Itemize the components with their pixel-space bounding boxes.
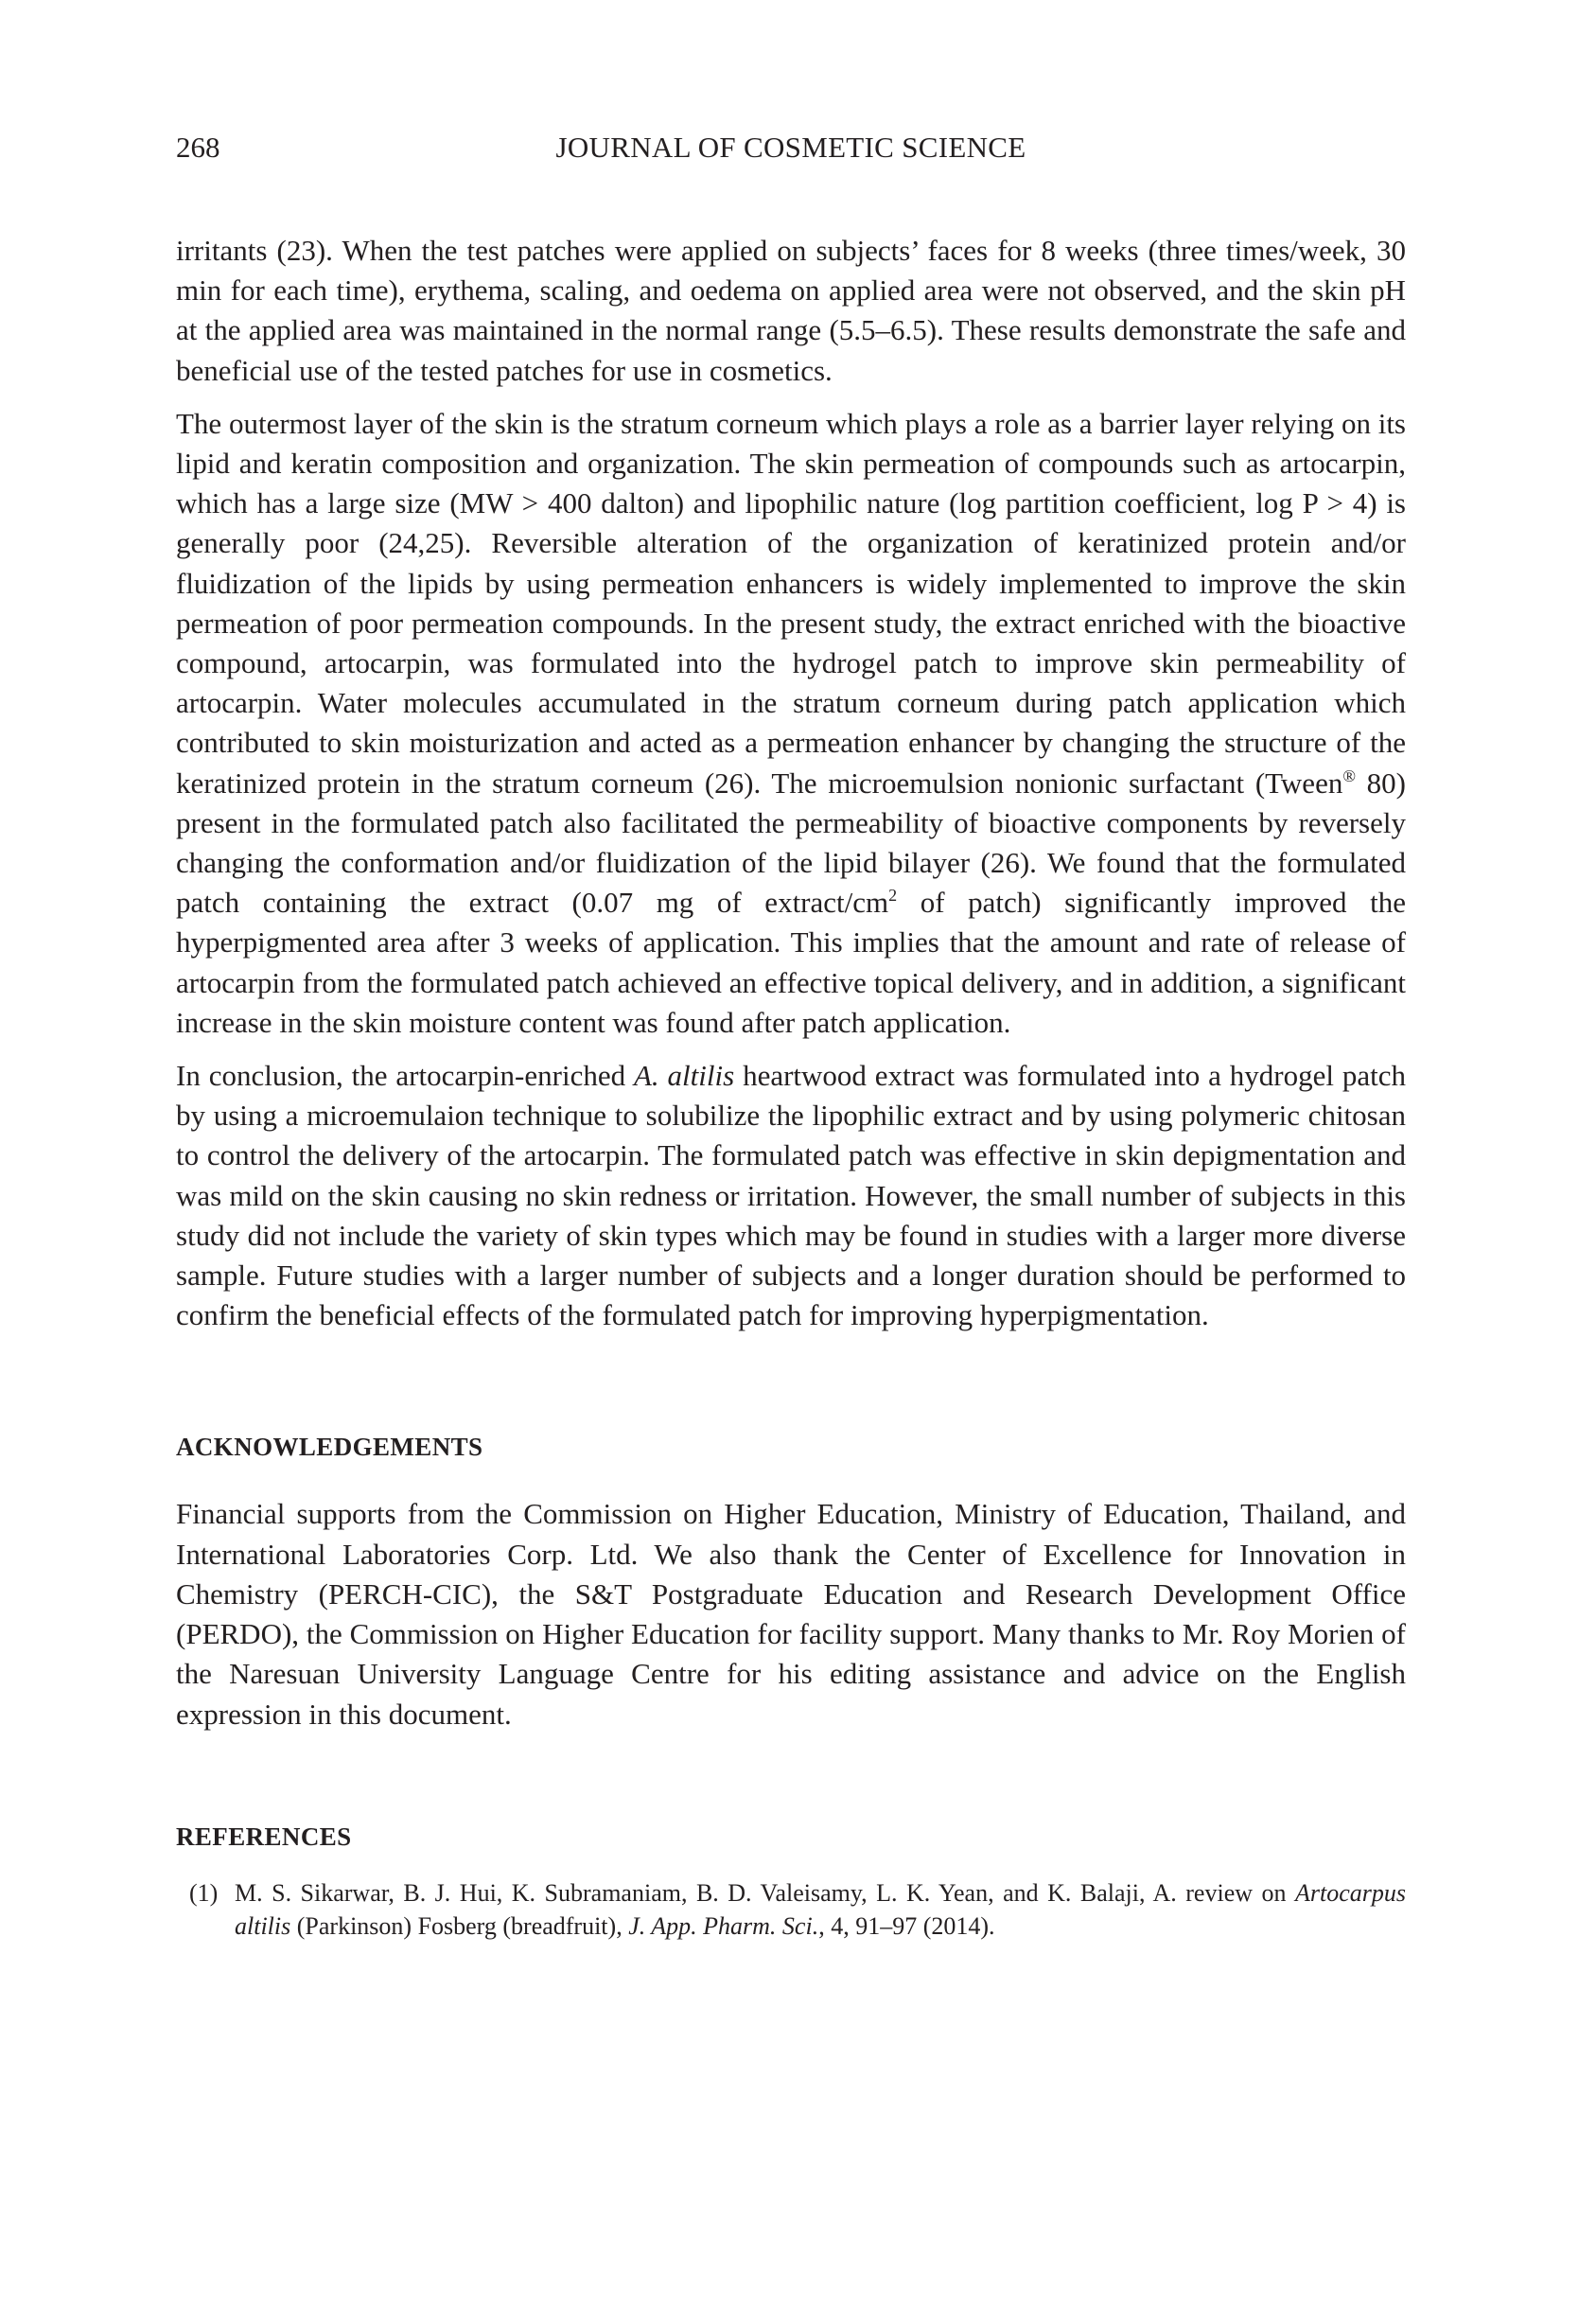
paragraph-text: The outermost layer of the skin is the stratum corneum which plays a role as a barrier layer relying on its lipid and keratin composition and organization. The skin permeation of compounds such as artocarpin, which has a large size (MW > 400 dalton) and lipophilic nature (log partition coefficient, log P > 4) is generally poor (24,25). Reversible alteration of the organization of keratinized protein and/or fluidization of the lipids by using permeation enhancers is widely implemented to improve the skin permeation of poor permeation compounds. In the present study, the extract enriched with the bioactive compound, artocarpin, was formulated into the hydrogel patch to improve skin permeability of artocarpin. Water molecules accumulated in the stratum corneum during patch application which contributed to skin moisturization and acted as a permeation enhancer by changing the structure of the keratinized protein in the stratum corneum (26). The microemulsion nonionic surfactant (Tween bbox=[176, 406, 1406, 800]
running-head bbox=[176, 129, 1406, 167]
reference-journal: J. App. Pharm. Sci. bbox=[628, 1911, 819, 1940]
superscript-squared: 2 bbox=[888, 886, 898, 906]
paragraph-text: 80) present in the formulated patch also facilitated the permeability of bioactive components by reversely changing the conformation and/or fluidization of the lipid bilayer (26). We found that the formulated patch containing the extract (0.07 mg of extract/cm bbox=[176, 766, 1406, 920]
species-name: A. altilis bbox=[633, 1059, 735, 1093]
paragraph-text: of patch) significantly improved the hyperpigmented area after 3 weeks of application. This implies that the amount and rate of release of artocarpin from the formulated patch achieved an effective topical delivery, and in addition, a significant increase in the skin moisture content was found after patch application. bbox=[176, 886, 1406, 1039]
reference-number: (1) bbox=[189, 1878, 219, 1907]
article-body bbox=[176, 231, 1406, 1943]
paragraph-conclusion bbox=[176, 1056, 1406, 1335]
reference-volume-pages: , 4, 91–97 (2014). bbox=[818, 1911, 995, 1940]
paragraph-safety-results: irritants (23). When the test patches were applied on subjects’ faces for 8 weeks (three times/week, 30 min for each time), erythema, scaling, and oedema on applied area were not observed, and the skin pH at the applied area was maintained in the normal range (5.5–6.5). These results demonstrate the safe and beneficial use of the tested patches for use in cosmetics. bbox=[176, 234, 1406, 387]
paragraph-text: In conclusion, the artocarpin-enriched bbox=[176, 1059, 634, 1093]
acknowledgements-text: Financial supports from the Commission on Higher Education, Ministry of Education, Thailand, and International Laboratories Corp. Ltd. We also thank the Center of Excellence for Innovation in Chemistry (PERCH-CIC), the S&T Postgraduate Education and Research Development Office (PERDO), the Commission on Higher Education for facility support. Many thanks to Mr. Roy Morien of the Naresuan University Language Centre for his editing assistance and advice on the English expression in this document. bbox=[176, 1497, 1406, 1731]
journal-title: JOURNAL OF COSMETIC SCIENCE bbox=[555, 131, 1026, 164]
acknowledgements-heading: ACKNOWLEDGEMENTS bbox=[176, 1433, 483, 1462]
paragraph-skin-permeation bbox=[176, 404, 1406, 1043]
references-heading: REFERENCES bbox=[176, 1822, 352, 1851]
reference-text: (Parkinson) Fosberg (breadfruit), bbox=[290, 1911, 629, 1940]
reference-list bbox=[176, 1876, 1406, 1943]
page-number: 268 bbox=[176, 131, 220, 164]
reference-item bbox=[176, 1876, 1406, 1943]
registered-mark: ® bbox=[1342, 766, 1357, 785]
reference-authors: M. S. Sikarwar, B. J. Hui, K. Subramaniam, B. D. Valeisamy, L. K. Yean, and K. Balaji, A. review on bbox=[235, 1878, 1295, 1907]
paragraph-text: heartwood extract was formulated into a hydrogel patch by using a microemulaion technique to solubilize the lipophilic extract and by using polymeric chitosan to control the delivery of the artocarpin. The formulated patch was effective in skin depigmentation and was mild on the skin causing no skin redness or irritation. However, the small number of subjects in this study did not include the variety of skin types which may be found in studies with a larger more diverse sample. Future studies with a larger number of subjects and a longer duration should be performed to confirm the beneficial effects of the formulated patch for improving hyperpigmentation. bbox=[176, 1059, 1406, 1332]
reference-italic-title: Artocarpus altilis bbox=[235, 1878, 1406, 1940]
